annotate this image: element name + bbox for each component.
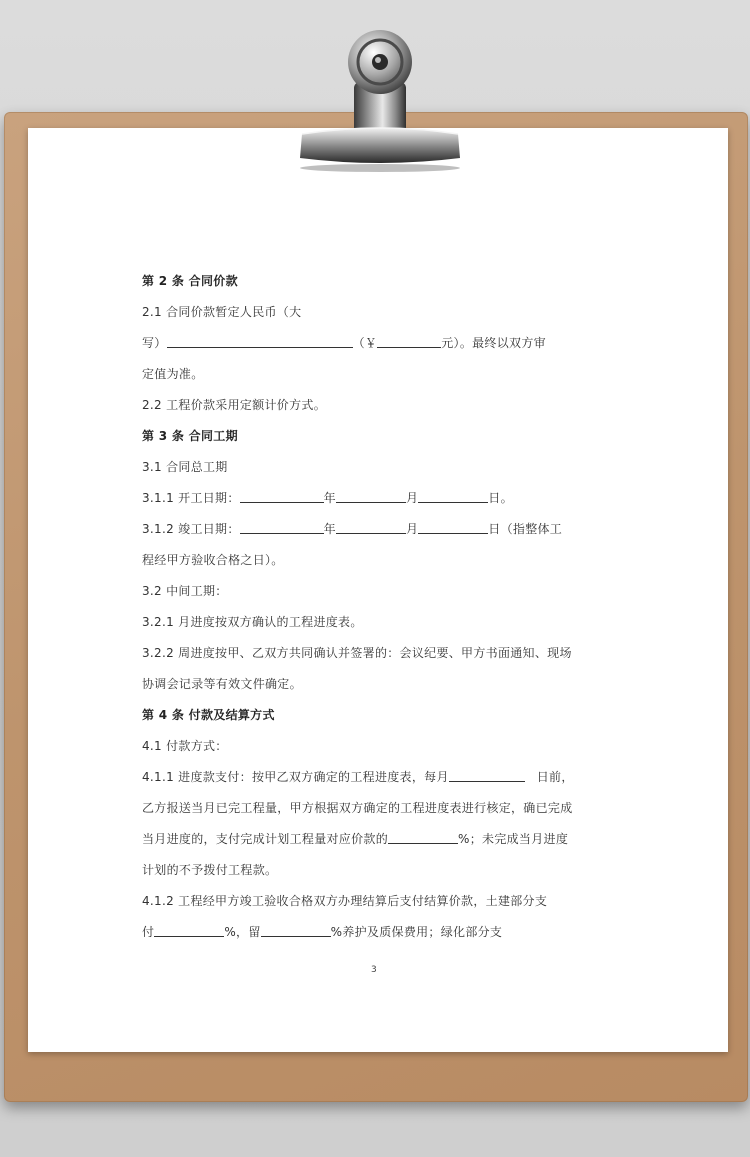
text: 当月进度的，支付完成计划工程量对应价款的 [142,832,389,846]
paragraph: 3.2.2 周进度按甲、乙双方共同确认并签署的：会议纪要、甲方书面通知、现场 [142,646,572,660]
paragraph: 定值为准。 [142,367,204,381]
text: （￥ [352,336,378,350]
blank-line [336,521,406,534]
text: 3.1.1 开工日期： [142,491,240,505]
section-heading: 第 3 条 合同工期 [142,429,238,443]
text: 月 [405,522,419,536]
blank-line [449,769,525,782]
paragraph [142,490,513,506]
paragraph: 协调会记录等有效文件确定。 [142,677,302,691]
blank-line [154,924,224,937]
text: 日前， [536,770,574,784]
paragraph: 3.2.1 月进度按双方确认的工程进度表。 [142,615,363,629]
paragraph: 3.1 合同总工期 [142,460,228,474]
section-heading: 第 4 条 付款及结算方式 [142,708,275,722]
text: %，留 [224,925,261,939]
paragraph: 3.2 中间工期： [142,584,228,598]
text: 日 [488,522,501,536]
paragraph: 4.1 付款方式： [142,739,228,753]
paragraph: 2.1 合同价款暂定人民币（大 [142,305,302,319]
page-number: 3 [371,965,377,975]
blank-line [418,490,488,503]
paragraph: 4.1.2 工程经甲方竣工验收合格双方办理结算后支付结算价款，土建部分支 [142,894,548,908]
blank-line [377,335,441,348]
blank-line [167,335,353,348]
blank-line [261,924,331,937]
blank-line [240,521,324,534]
text: 月 [405,491,419,505]
text: 元）。最终以双方审 [441,336,546,350]
text: 付 [142,925,155,939]
paragraph: 计划的不予拨付工程款。 [142,863,278,877]
text: 4.1.1 进度款支付：按甲乙双方确定的工程进度表，每月 [142,770,449,784]
paragraph: 程经甲方验收合格之日）。 [142,553,284,567]
text: 年 [323,491,336,505]
text: （指整体工 [500,522,563,536]
paragraph: 2.2 工程价款采用定额计价方式。 [142,398,326,412]
text: 3.1.2 竣工日期： [142,522,240,536]
paragraph [142,521,562,537]
binder-clip-icon [296,22,464,172]
paragraph [142,831,568,847]
paragraph [142,769,574,785]
blank-line [240,490,324,503]
paragraph: 乙方报送当月已完工程量，甲方根据双方确定的工程进度表进行核定，确已完成 [142,801,573,815]
text: 年 [323,522,336,536]
text: %；未完成当月进度 [458,832,569,846]
blank-line [336,490,406,503]
blank-line [418,521,488,534]
section-heading: 第 2 条 合同价款 [142,274,238,288]
document-page [28,128,728,1052]
text: 写） [142,336,167,350]
text: 日。 [488,491,513,505]
text: %养护及质保费用；绿化部分支 [330,925,503,939]
blank-line [388,831,458,844]
paragraph [142,335,546,351]
paragraph [142,924,502,940]
